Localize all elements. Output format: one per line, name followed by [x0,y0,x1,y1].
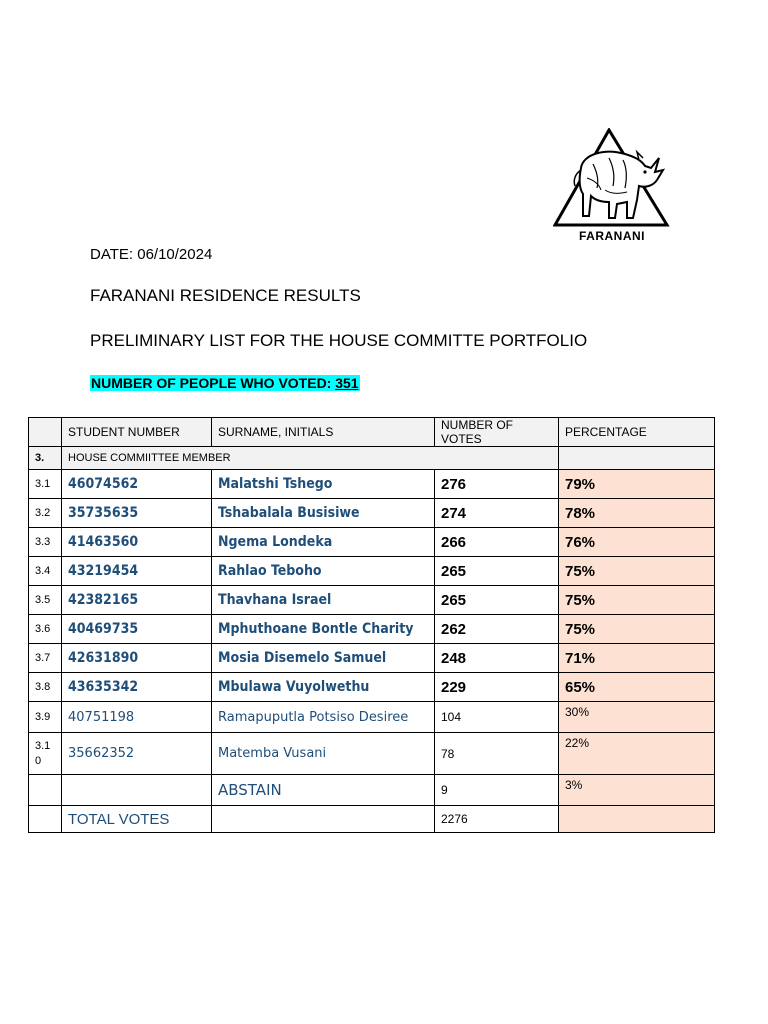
total-empty-no [29,806,62,833]
student-number: 42382165 [62,586,212,615]
student-number: 41463560 [62,528,212,557]
candidate-name: Ramapuputla Potsiso Desiree [212,702,435,733]
student-number: 46074562 [62,470,212,499]
vote-percentage: 76% [559,528,715,557]
vote-count: 276 [435,470,559,499]
student-number: 43635342 [62,673,212,702]
student-number: 35735635 [62,499,212,528]
candidate-name: Malatshi Tshego [212,470,435,499]
row-number: 3.1 [29,470,62,499]
row-number: 3.4 [29,557,62,586]
table-row [29,644,715,673]
col-header-percentage: PERCENTAGE [559,418,715,447]
row-number: 3.3 [29,528,62,557]
row-number: 3.9 [29,702,62,733]
row-number: 3.2 [29,499,62,528]
abstain-percentage: 3% [559,775,715,806]
abstain-empty-no [29,775,62,806]
vote-percentage: 75% [559,557,715,586]
candidate-name: Matemba Vusani [212,733,435,775]
row-number: 3.7 [29,644,62,673]
total-label: TOTAL VOTES [62,806,212,833]
col-header-no [29,418,62,447]
table-row [29,470,715,499]
section-number: 3. [29,447,62,470]
row-number: 3.1 0 [29,733,62,775]
candidate-name: Thavhana Israel [212,586,435,615]
candidate-name: Rahlao Teboho [212,557,435,586]
vote-percentage: 75% [559,615,715,644]
student-number: 35662352 [62,733,212,775]
vote-percentage: 78% [559,499,715,528]
vote-percentage: 71% [559,644,715,673]
logo-wordmark: FARANANI [579,229,645,243]
vote-count: 78 [435,733,559,775]
student-number: 40751198 [62,702,212,733]
student-number: 40469735 [62,615,212,644]
table-row [29,499,715,528]
voter-count-value: 351 [335,375,359,391]
row-number: 3.6 [29,615,62,644]
faranani-logo [553,128,671,246]
candidate-name: Ngema Londeka [212,528,435,557]
abstain-empty-student [62,775,212,806]
candidate-name: Mphuthoane Bontle Charity [212,615,435,644]
student-number: 42631890 [62,644,212,673]
candidate-name: Mosia Disemelo Samuel [212,644,435,673]
section-empty-cell [559,447,715,470]
total-empty-percentage [559,806,715,833]
rhino-in-triangle-logo-icon [553,128,671,228]
abstain-row [29,775,715,806]
date-line: DATE: 06/10/2024 [90,246,213,263]
col-header-votes: NUMBER OF VOTES [435,418,559,447]
abstain-label: ABSTAIN [212,775,435,806]
vote-count: 265 [435,586,559,615]
section-label: HOUSE COMMIITTEE MEMBER [62,447,559,470]
vote-count: 104 [435,702,559,733]
voter-count-line [90,375,360,391]
abstain-votes: 9 [435,775,559,806]
page-subtitle: PRELIMINARY LIST FOR THE HOUSE COMMITTE PORTFOLIO [90,331,588,350]
vote-percentage: 75% [559,586,715,615]
table-row [29,673,715,702]
col-header-student-number: STUDENT NUMBER [62,418,212,447]
candidate-name: Mbulawa Vuyolwethu [212,673,435,702]
vote-percentage: 22% [559,733,715,775]
vote-percentage: 79% [559,470,715,499]
vote-count: 248 [435,644,559,673]
student-number: 43219454 [62,557,212,586]
vote-count: 266 [435,528,559,557]
table-row [29,615,715,644]
total-empty-name [212,806,435,833]
vote-percentage: 65% [559,673,715,702]
table-row [29,557,715,586]
results-table [28,417,715,833]
table-row [29,528,715,557]
row-number: 3.5 [29,586,62,615]
table-row [29,586,715,615]
candidate-name: Tshabalala Busisiwe [212,499,435,528]
vote-count: 262 [435,615,559,644]
total-votes: 2276 [435,806,559,833]
row-number: 3.8 [29,673,62,702]
table-row [29,733,715,775]
vote-count: 265 [435,557,559,586]
voter-count-label: NUMBER OF PEOPLE WHO VOTED: [91,375,336,391]
vote-percentage: 30% [559,702,715,733]
vote-count: 229 [435,673,559,702]
table-header-row [29,418,715,447]
col-header-surname: SURNAME, INITIALS [212,418,435,447]
vote-count: 274 [435,499,559,528]
section-row [29,447,715,470]
table-row [29,702,715,733]
total-row [29,806,715,833]
page-title: FARANANI RESIDENCE RESULTS [90,286,361,305]
